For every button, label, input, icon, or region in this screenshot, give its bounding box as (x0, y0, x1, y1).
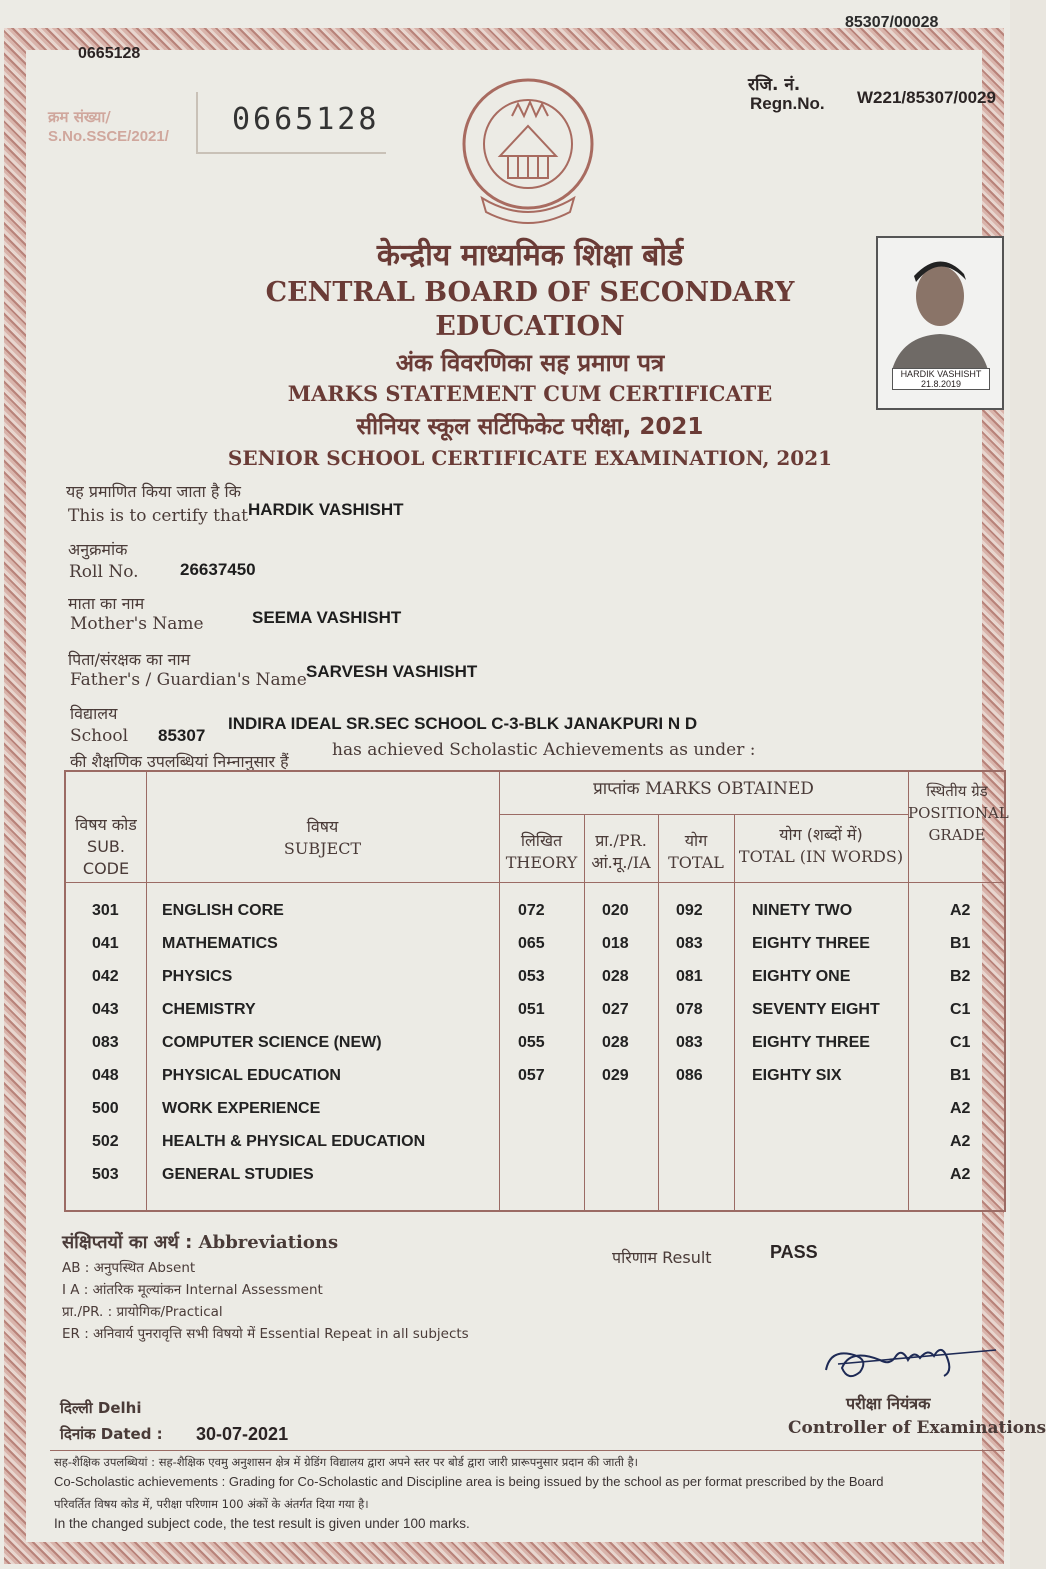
cell-code: 083 (92, 1034, 119, 1051)
roll-label: Roll No. (69, 562, 139, 582)
cell-pr: 029 (602, 1067, 629, 1084)
cell-subject: PHYSICAL EDUCATION (162, 1067, 341, 1084)
board-name: CENTRAL BOARD OF SECONDARY EDUCATION (265, 277, 795, 342)
cell-total: 083 (676, 935, 703, 952)
cell-total: 083 (676, 1034, 703, 1051)
mother-name: SEEMA VASHISHT (252, 608, 402, 627)
photo-caption (892, 368, 990, 390)
footer-co-scholastic: Co-Scholastic achievements : Grading for Co-Scholastic and Discipline area is being issued by the school as per format prescribed by the Board (54, 1474, 884, 1489)
roll-number: 26637450 (180, 560, 256, 579)
document-title-hindi: अंक विवरणिका सह प्रमाण पत्र (395, 349, 665, 377)
dated-label: दिनांक Dated : (60, 1425, 163, 1443)
cell-theory: 055 (518, 1034, 545, 1051)
cell-theory: 051 (518, 1001, 545, 1018)
footer-changed-code: In the changed subject code, the test result is given under 100 marks. (54, 1516, 470, 1531)
certify-label: This is to certify that (68, 506, 248, 526)
controller-label: Controller of Examinations (788, 1418, 1046, 1438)
col-total-hindi: योग (684, 831, 708, 850)
regn-number: W221/85307/0029 (857, 88, 996, 107)
serial-label-english: S.No.SSCE/2021/ (48, 128, 169, 145)
cell-words: EIGHTY THREE (752, 935, 870, 952)
achieved-label: has achieved Scholastic Achievements as under : (332, 740, 756, 760)
cell-code: 503 (92, 1166, 119, 1183)
achieved-label-hindi: की शैक्षणिक उपलब्धियां निम्नानुसार हैं (70, 752, 289, 771)
mother-label-hindi: माता का नाम (68, 594, 145, 613)
exam-title: SENIOR SCHOOL CERTIFICATE EXAMINATION, 2021 (227, 446, 833, 470)
cell-subject: GENERAL STUDIES (162, 1166, 314, 1183)
abbr-internal-assessment: I A : आंतरिक मूल्यांकन Internal Assessment (62, 1282, 323, 1298)
cell-subject: CHEMISTRY (162, 1001, 256, 1018)
cell-grade: B1 (950, 1067, 971, 1084)
col-total-en: TOTAL (668, 853, 724, 872)
father-name: SARVESH VASHISHT (306, 662, 478, 681)
certificate-titles (200, 236, 860, 472)
result-label: परिणाम Result (612, 1248, 712, 1267)
cell-pr: 028 (602, 968, 629, 985)
col-practical-1: प्रा./PR. (595, 831, 647, 850)
cell-code: 502 (92, 1133, 119, 1150)
footer-divider (50, 1450, 1005, 1451)
abbreviations-title-hindi: संक्षिप्तयों का अर्थ : (62, 1232, 193, 1253)
col-words-en: TOTAL (IN WORDS) (738, 847, 904, 866)
cell-words: EIGHTY SIX (752, 1067, 842, 1084)
cell-code: 043 (92, 1001, 119, 1018)
father-label-hindi: पिता/संरक्षक का नाम (68, 650, 191, 669)
col-theory-header (499, 830, 584, 874)
result-value: PASS (770, 1242, 818, 1262)
cell-grade: A2 (950, 902, 971, 919)
cell-words: EIGHTY ONE (752, 968, 851, 985)
serial-number: 0665128 (232, 102, 380, 137)
cell-theory: 057 (518, 1067, 545, 1084)
col-theory-en: THEORY (505, 853, 578, 872)
controller-hindi: परीक्षा नियंत्रक (846, 1394, 931, 1413)
certify-label-hindi: यह प्रमाणित किया जाता है कि (66, 482, 241, 501)
school-name: INDIRA IDEAL SR.SEC SCHOOL C-3-BLK JANAKPURI N D (228, 714, 698, 733)
col-practical-header (584, 830, 658, 874)
cell-total: 081 (676, 968, 703, 985)
roll-label-hindi: अनुक्रमांक (68, 540, 128, 559)
cell-words: EIGHTY THREE (752, 1034, 870, 1051)
cell-grade: A2 (950, 1100, 971, 1117)
signature-icon (820, 1320, 1000, 1390)
cell-grade: C1 (950, 1001, 971, 1018)
col-grade-en1: POSITIONAL (908, 804, 1009, 822)
col-practical-2: आं.मू./IA (591, 853, 651, 872)
cell-theory: 053 (518, 968, 545, 985)
dated-value: 30-07-2021 (196, 1424, 289, 1444)
abbr-essential-repeat: ER : अनिवार्य पुनरावृत्ति सभी विषयो में Essential Repeat in all subjects (62, 1326, 469, 1342)
footer-changed-code-hindi: परिवर्तित विषय कोड में, परीक्षा परिणाम 100 अंकों के अंतर्गत दिया गया है। (54, 1497, 369, 1511)
cbse-emblem-icon (460, 76, 596, 226)
document-title: MARKS STATEMENT CUM CERTIFICATE (287, 381, 773, 406)
cell-pr: 018 (602, 935, 629, 952)
photo-caption-name: HARDIK VASHISHT (900, 369, 982, 379)
mother-label: Mother's Name (70, 614, 204, 634)
marks-obtained-header: प्राप्तांक MARKS OBTAINED (593, 779, 814, 799)
cell-grade: C1 (950, 1034, 971, 1051)
top-reference-number: 85307/00028 (845, 14, 939, 31)
abbr-practical: प्रा./PR. : प्रायोगिक/Practical (62, 1304, 223, 1320)
col-grade-hindi: स्थितीय ग्रेड (926, 782, 988, 800)
cell-total: 092 (676, 902, 703, 919)
cell-code: 500 (92, 1100, 119, 1117)
regn-label: Regn.No. (750, 94, 825, 113)
cell-words: SEVENTY EIGHT (752, 1001, 880, 1018)
board-name-hindi: केन्द्रीय माध्यमिक शिक्षा बोर्ड (376, 238, 684, 273)
cell-grade: A2 (950, 1133, 971, 1150)
school-label-hindi: विद्यालय (70, 704, 118, 723)
marks-table (64, 770, 1009, 1212)
col-words-hindi: योग (शब्दों में) (779, 825, 863, 844)
abbreviations-title-en: Abbreviations (198, 1232, 339, 1253)
school-label: School (70, 726, 129, 746)
col-words-header (734, 824, 908, 868)
cell-total: 086 (676, 1067, 703, 1084)
col-code-en2: CODE (82, 859, 130, 878)
regn-label-hindi: रजि. नं. (748, 75, 801, 95)
col-total-header (658, 830, 734, 874)
corner-serial-number: 0665128 (78, 45, 141, 62)
cell-pr: 028 (602, 1034, 629, 1051)
cell-total: 078 (676, 1001, 703, 1018)
candidate-name: HARDIK VASHISHT (248, 500, 404, 519)
cell-subject: COMPUTER SCIENCE (NEW) (162, 1034, 382, 1051)
col-theory-hindi: लिखित (520, 831, 563, 850)
abbr-absent: AB : अनुपस्थित Absent (62, 1260, 196, 1276)
candidate-photo (876, 236, 1004, 410)
cell-code: 041 (92, 935, 119, 952)
cell-subject: PHYSICS (162, 968, 233, 985)
cell-grade: B1 (950, 935, 971, 952)
cell-subject: WORK EXPERIENCE (162, 1100, 321, 1117)
cell-code: 048 (92, 1067, 119, 1084)
col-grade-header (908, 780, 1009, 846)
col-code-en1: SUB. (87, 837, 125, 856)
cell-grade: A2 (950, 1166, 971, 1183)
cell-subject: MATHEMATICS (162, 935, 278, 952)
cell-code: 042 (92, 968, 119, 985)
cell-code: 301 (92, 902, 119, 919)
exam-title-hindi: सीनियर स्कूल सर्टिफिकेट परीक्षा, 2021 (356, 414, 704, 440)
col-code-header (66, 814, 146, 880)
abbreviations-title (62, 1230, 338, 1254)
cell-subject: HEALTH & PHYSICAL EDUCATION (162, 1133, 426, 1150)
cell-pr: 027 (602, 1001, 629, 1018)
school-code: 85307 (158, 726, 206, 745)
serial-label (48, 108, 169, 146)
father-label: Father's / Guardian's Name (70, 670, 307, 690)
footer-co-scholastic-hindi: सह-शैक्षिक उपलब्धियां : सह-शैक्षिक एवमु अनुशासन क्षेत्र में ग्रेडिंग विद्यालय द्वारा अपने स्तर पर बोर्ड द्वारा जारी प्रारूपनुसार प्रदान की जाती है। (54, 1455, 639, 1469)
col-code-hindi: विषय कोड (75, 815, 137, 834)
cell-words: NINETY TWO (752, 902, 853, 919)
cell-subject: ENGLISH CORE (162, 902, 284, 919)
col-subject-header (146, 816, 499, 860)
place: दिल्ली Delhi (60, 1399, 142, 1417)
cell-pr: 020 (602, 902, 629, 919)
cell-grade: B2 (950, 968, 971, 985)
cell-theory: 072 (518, 902, 545, 919)
cell-theory: 065 (518, 935, 545, 952)
col-subject-en: SUBJECT (283, 839, 362, 858)
serial-label-hindi: क्रम संख्या/ (48, 108, 111, 126)
col-subject-hindi: विषय (306, 817, 339, 836)
photo-caption-date: 21.8.2019 (920, 379, 962, 389)
col-grade-en2: GRADE (928, 826, 986, 844)
